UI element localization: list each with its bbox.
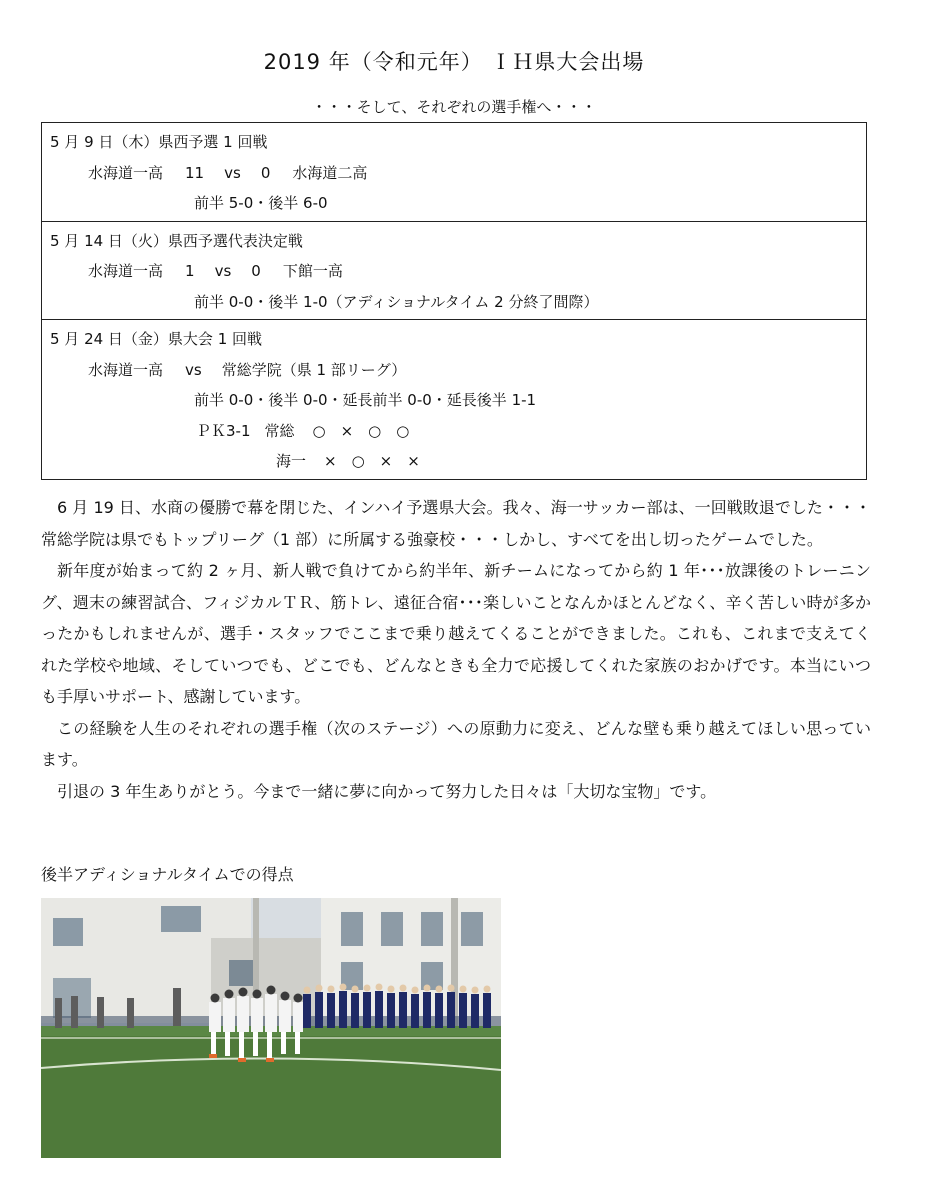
paragraph: 新年度が始まって約 2 ヶ月、新人戦で負けてから約半年、新チームになってから約 1 年･･･放課後のトレーニング、週末の練習試合、フィジカルＴＲ、筋トレ、遠征合宿･･･楽しいことなんかほとんどなく、辛く苦しい時が多かったかもしれませんが、選手・スタッフでここまで乗り越えてくることができました。これも、これまで支えてくれた学校や地域、そしていつでも、どこでも、どんなときも全力で応援してくれた家族のおかげです。本当にいつも手厚いサポート、感謝しています。 xyxy=(41,561,871,706)
report-body xyxy=(41,492,871,807)
match-teams xyxy=(42,355,866,386)
match-detail: 前半 0-0・後半 0-0・延長前半 0-0・延長後半 1-1 xyxy=(194,391,537,409)
match-detail: 前半 0-0・後半 1-0（アディショナルタイム 2 分終了間際） xyxy=(194,292,599,311)
match-photo xyxy=(41,898,501,1158)
paragraph: この経験を人生のそれぞれの選手権（次のステージ）への原動力に変え、どんな壁も乗り越えてほしい思っています。 xyxy=(41,718,871,769)
paragraph: 6 月 19 日、水商の優勝で幕を閉じた、インハイ予選県大会。我々、海一サッカー部は、一回戦敗退でした・・・常総学院は県でもトップリーグ（1 部）に所属する強豪校・・・しかし、すべてを出し切ったゲームでした。 xyxy=(41,498,871,549)
pk-row-home xyxy=(42,416,866,447)
match-3 xyxy=(42,320,866,479)
results-table xyxy=(41,122,867,480)
match-2 xyxy=(42,222,866,321)
match-detail: 前半 5-0・後半 6-0 xyxy=(194,194,328,212)
home-team: 水海道一高 xyxy=(88,360,164,379)
match-header: 5 月 14 日（火）県西予選代表決定戦 xyxy=(50,231,303,250)
match-header: 5 月 9 日（木）県西予選 1 回戦 xyxy=(50,133,268,151)
pk-team: 海一 xyxy=(276,452,307,470)
home-score: 11 xyxy=(185,163,205,182)
page-subtitle: ・・・そして、それぞれの選手権へ・・・ xyxy=(311,98,597,116)
away-team: 水海道二高 xyxy=(292,163,368,182)
pk-kicks: × ○ × × xyxy=(324,452,420,470)
away-score: 0 xyxy=(251,262,261,280)
versus: vs xyxy=(214,262,232,280)
match-1 xyxy=(42,123,866,222)
match-teams xyxy=(42,158,866,189)
home-team: 水海道一高 xyxy=(88,262,164,280)
match-teams xyxy=(42,256,866,287)
away-team: 下館一高 xyxy=(282,262,343,280)
match-photo-illustration xyxy=(41,898,501,1158)
match-header: 5 月 24 日（金）県大会 1 回戦 xyxy=(50,330,263,348)
away-team: 常総学院（県 1 部リーグ） xyxy=(221,360,407,379)
photo-caption: 後半アディショナルタイムでの得点 xyxy=(41,865,294,884)
home-score: 1 xyxy=(185,262,195,280)
pk-label: ＰＫ3-1 xyxy=(196,421,251,440)
pk-team: 常総 xyxy=(264,421,295,440)
paragraph: 引退の 3 年生ありがとう。今まで一緒に夢に向かって努力した日々は「大切な宝物」です。 xyxy=(57,781,717,801)
page-title: 2019 年（令和元年） ＩＨ県大会出場 xyxy=(263,50,645,74)
versus: vs xyxy=(224,163,241,182)
home-team: 水海道一高 xyxy=(88,163,164,182)
away-score: 0 xyxy=(260,163,271,182)
pk-row-away xyxy=(42,446,866,477)
pk-kicks: ○ × ○ ○ xyxy=(312,421,410,440)
versus: vs xyxy=(185,360,202,379)
